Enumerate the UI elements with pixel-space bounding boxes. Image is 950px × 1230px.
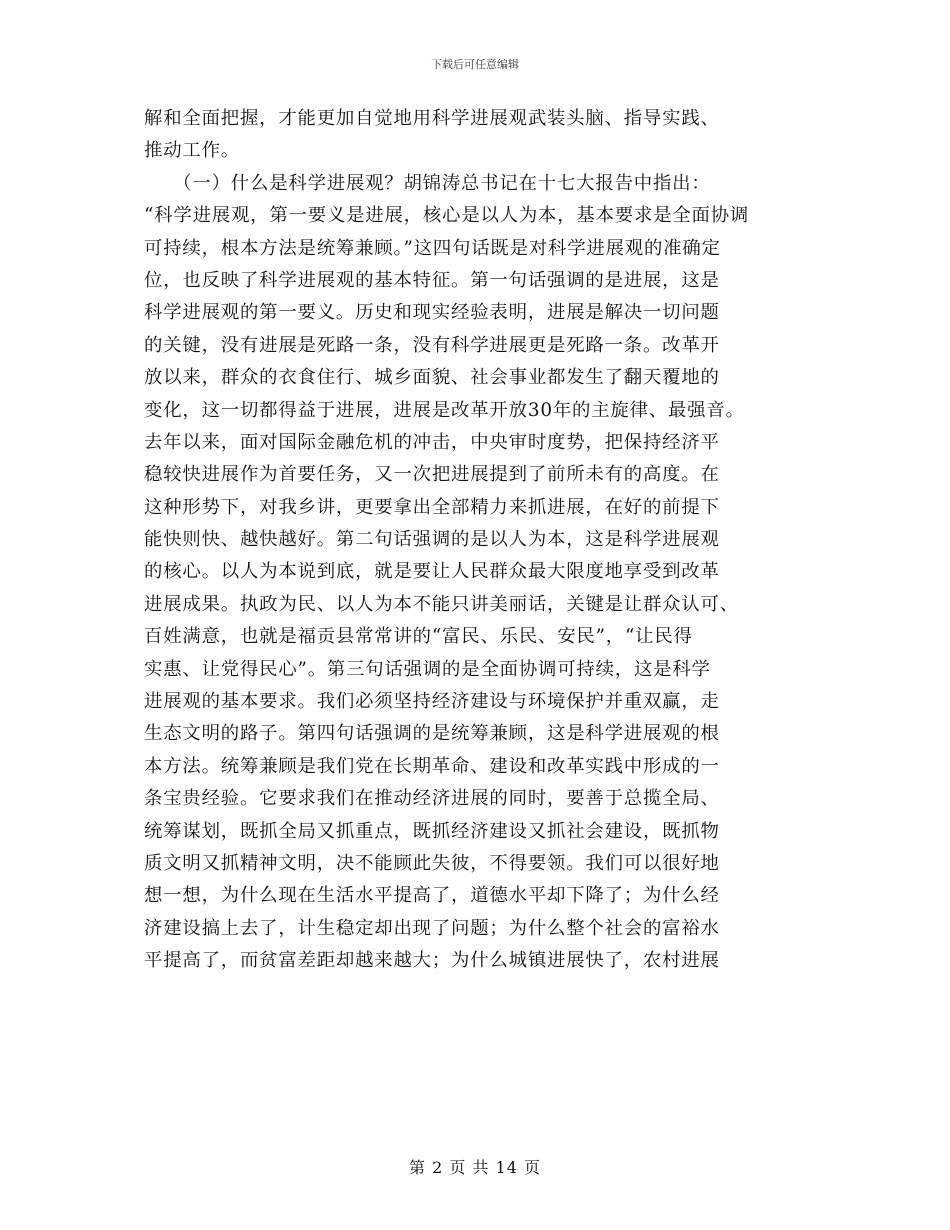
text-line: （一）什么是科学进展观？胡锦涛总书记在十七大报告中指出：	[144, 172, 711, 194]
text-line: 济建设搞上去了，计生稳定却出现了问题；为什么整个社会的富裕水	[144, 917, 720, 939]
text-line: 进展观的基本要求。我们必须坚持经济建设与环境保护并重双赢，走	[144, 691, 720, 713]
text-line: 稳较快进展作为首要任务，又一次把进展提到了前所未有的高度。在	[144, 464, 720, 486]
header-note: 下载后可任意编辑	[431, 58, 519, 71]
text-line: 质文明又抓精神文明，决不能顾此失彼，不得要领。我们可以很好地	[144, 852, 720, 874]
text-line: 变化，这一切都得益于进展，进展是改革开放30年的主旋律、最强音。	[144, 399, 745, 421]
text-line: 百姓满意，也就是福贡县常常讲的“富民、乐民、安民”，“让民得	[144, 626, 693, 648]
page-number: 第 2 页 共 14 页	[409, 1158, 541, 1177]
document-body	[144, 103, 824, 978]
text-line: 的关键，没有进展是死路一条，没有科学进展更是死路一条。改革开	[144, 334, 720, 356]
text-line: 这种形势下，对我乡讲，更要拿出全部精力来抓进展，在好的前提下	[144, 496, 720, 518]
text-line: 想一想，为什么现在生活水平提高了，道德水平却下降了；为什么经	[144, 885, 720, 907]
text-line: 能快则快、越快越好。第二句话强调的是以人为本，这是科学进展观	[144, 529, 720, 551]
text-line: 的核心。以人为本说到底，就是要让人民群众最大限度地享受到改革	[144, 561, 720, 583]
text-line: 推动工作。	[144, 140, 240, 162]
text-line: 放以来，群众的衣食住行、城乡面貌、社会事业都发生了翻天覆地的	[144, 367, 720, 389]
text-line: 统筹谋划，既抓全局又抓重点，既抓经济建设又抓社会建设，既抓物	[144, 820, 720, 842]
text-line: “科学进展观，第一要义是进展，核心是以人为本，基本要求是全面协调	[144, 205, 750, 227]
text-line: 本方法。统筹兼顾是我们党在长期革命、建设和改革实践中形成的一	[144, 755, 720, 777]
text-line: 进展成果。执政为民、以人为本不能只讲美丽话，关键是让群众认可、	[144, 593, 739, 615]
text-line: 可持续，根本方法是统筹兼顾。”这四句话既是对科学进展观的准确定	[144, 237, 721, 259]
text-line: 条宝贵经验。它要求我们在推动经济进展的同时，要善于总揽全局、	[144, 788, 720, 810]
text-line: 科学进展观的第一要义。历史和现实经验表明，进展是解决一切问题	[144, 302, 720, 324]
text-line: 平提高了，而贫富差距却越来越大；为什么城镇进展快了，农村进展	[144, 950, 720, 972]
text-line: 去年以来，面对国际金融危机的冲击，中央审时度势，把保持经济平	[144, 431, 720, 453]
text-line: 位，也反映了科学进展观的基本特征。第一句话强调的是进展，这是	[144, 269, 720, 291]
text-line: 实惠、让党得民心”。第三句话强调的是全面协调可持续，这是科学	[144, 658, 711, 680]
text-line: 生态文明的路子。第四句话强调的是统筹兼顾，这是科学进展观的根	[144, 723, 720, 745]
text-line: 解和全面把握，才能更加自觉地用科学进展观武装头脑、指导实践、	[144, 108, 720, 129]
